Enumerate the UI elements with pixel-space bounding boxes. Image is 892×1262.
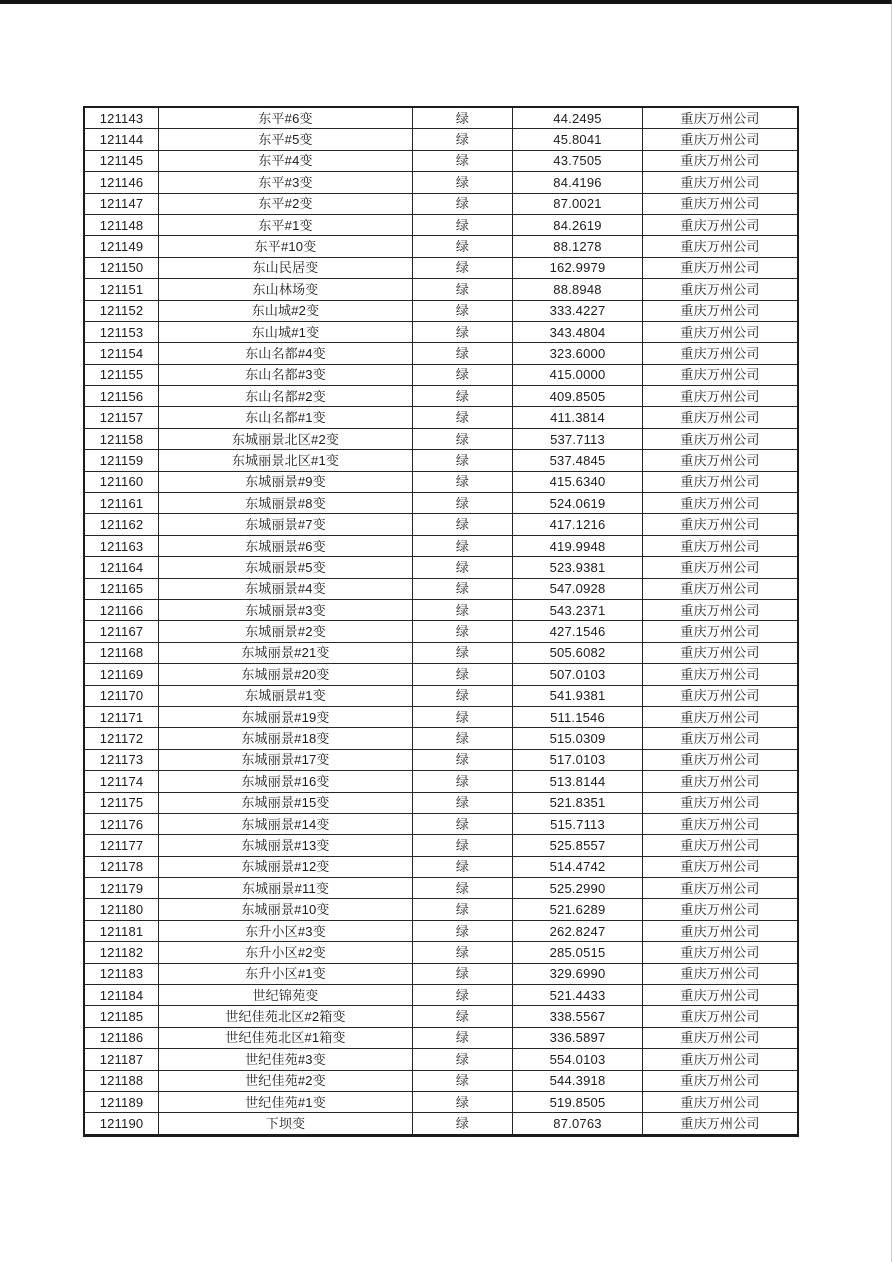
cell-id: 121179 bbox=[99, 880, 144, 896]
cell-value: 513.8144 bbox=[512, 771, 642, 791]
cell-status: 绿 bbox=[412, 194, 512, 214]
table-row bbox=[85, 599, 797, 620]
cell-name: 东山民居变 bbox=[158, 258, 412, 278]
cell-value: 415.0000 bbox=[512, 365, 642, 385]
cell-name: 东山名都#1变 bbox=[158, 407, 412, 427]
cell-company: 重庆万州公司 bbox=[642, 600, 797, 620]
cell-company: 重庆万州公司 bbox=[642, 172, 797, 192]
table-row bbox=[85, 941, 797, 962]
cell-value: 505.6082 bbox=[512, 643, 642, 663]
table-row bbox=[85, 770, 797, 791]
cell-id: 121168 bbox=[99, 645, 144, 661]
cell-company: 重庆万州公司 bbox=[642, 194, 797, 214]
cell-value: 519.8505 bbox=[512, 1092, 642, 1112]
table-row bbox=[85, 214, 797, 235]
cell-id: 121181 bbox=[99, 923, 144, 939]
table-row bbox=[85, 856, 797, 877]
table-row bbox=[85, 556, 797, 577]
cell-name: 东升小区#3变 bbox=[158, 921, 412, 941]
cell-value: 87.0021 bbox=[512, 194, 642, 214]
table-row bbox=[85, 535, 797, 556]
cell-name: 下坝变 bbox=[158, 1113, 412, 1133]
cell-value: 521.4433 bbox=[512, 985, 642, 1005]
cell-id: 121182 bbox=[99, 944, 144, 960]
cell-company: 重庆万州公司 bbox=[642, 514, 797, 534]
cell-name: 东平#10变 bbox=[158, 236, 412, 256]
cell-id: 121148 bbox=[99, 217, 144, 233]
cell-value: 521.6289 bbox=[512, 899, 642, 919]
cell-status: 绿 bbox=[412, 450, 512, 470]
cell-status: 绿 bbox=[412, 1006, 512, 1026]
cell-value: 537.4845 bbox=[512, 450, 642, 470]
cell-value: 514.4742 bbox=[512, 857, 642, 877]
cell-name: 东城丽景#16变 bbox=[158, 771, 412, 791]
cell-name: 东城丽景#2变 bbox=[158, 621, 412, 641]
cell-id: 121154 bbox=[99, 345, 144, 361]
cell-value: 323.6000 bbox=[512, 343, 642, 363]
table-row bbox=[85, 385, 797, 406]
cell-id: 121171 bbox=[99, 709, 144, 725]
cell-id: 121184 bbox=[99, 987, 144, 1003]
cell-status: 绿 bbox=[412, 365, 512, 385]
table-row bbox=[85, 898, 797, 919]
cell-name: 东平#5变 bbox=[158, 129, 412, 149]
table-row bbox=[85, 877, 797, 898]
cell-status: 绿 bbox=[412, 557, 512, 577]
table-row bbox=[85, 1048, 797, 1069]
cell-value: 523.9381 bbox=[512, 557, 642, 577]
cell-id: 121188 bbox=[99, 1073, 144, 1089]
cell-name: 东山名都#4变 bbox=[158, 343, 412, 363]
table-row bbox=[85, 642, 797, 663]
table-row bbox=[85, 706, 797, 727]
cell-status: 绿 bbox=[412, 621, 512, 641]
table-row bbox=[85, 1027, 797, 1048]
cell-status: 绿 bbox=[412, 728, 512, 748]
cell-name: 东平#3变 bbox=[158, 172, 412, 192]
cell-company: 重庆万州公司 bbox=[642, 664, 797, 684]
table-row bbox=[85, 321, 797, 342]
cell-status: 绿 bbox=[412, 172, 512, 192]
cell-name: 东山名都#2变 bbox=[158, 386, 412, 406]
table-row bbox=[85, 685, 797, 706]
cell-name: 世纪锦苑变 bbox=[158, 985, 412, 1005]
cell-value: 411.3814 bbox=[512, 407, 642, 427]
cell-status: 绿 bbox=[412, 750, 512, 770]
cell-value: 525.8557 bbox=[512, 835, 642, 855]
cell-name: 世纪佳苑#3变 bbox=[158, 1049, 412, 1069]
cell-status: 绿 bbox=[412, 1049, 512, 1069]
cell-name: 东山城#2变 bbox=[158, 301, 412, 321]
table-row bbox=[85, 406, 797, 427]
cell-name: 东城丽景#1变 bbox=[158, 686, 412, 706]
cell-id: 121162 bbox=[99, 517, 144, 533]
cell-value: 44.2495 bbox=[512, 108, 642, 128]
cell-value: 511.1546 bbox=[512, 707, 642, 727]
cell-value: 537.7113 bbox=[512, 429, 642, 449]
cell-value: 427.1546 bbox=[512, 621, 642, 641]
cell-status: 绿 bbox=[412, 407, 512, 427]
cell-status: 绿 bbox=[412, 942, 512, 962]
cell-company: 重庆万州公司 bbox=[642, 493, 797, 513]
cell-value: 84.4196 bbox=[512, 172, 642, 192]
cell-status: 绿 bbox=[412, 536, 512, 556]
cell-status: 绿 bbox=[412, 1028, 512, 1048]
cell-name: 东城丽景#12变 bbox=[158, 857, 412, 877]
table-row bbox=[85, 1070, 797, 1091]
cell-company: 重庆万州公司 bbox=[642, 1071, 797, 1091]
cell-status: 绿 bbox=[412, 215, 512, 235]
cell-company: 重庆万州公司 bbox=[642, 343, 797, 363]
cell-value: 333.4227 bbox=[512, 301, 642, 321]
cell-name: 东城丽景#17变 bbox=[158, 750, 412, 770]
cell-id: 121173 bbox=[99, 752, 144, 768]
cell-id: 121180 bbox=[99, 902, 144, 918]
cell-id: 121183 bbox=[99, 966, 144, 982]
cell-value: 417.1216 bbox=[512, 514, 642, 534]
cell-status: 绿 bbox=[412, 386, 512, 406]
cell-id: 121170 bbox=[99, 688, 144, 704]
table-row bbox=[85, 108, 797, 128]
cell-id: 121176 bbox=[99, 816, 144, 832]
cell-id: 121174 bbox=[99, 773, 144, 789]
cell-id: 121186 bbox=[99, 1030, 144, 1046]
table-row bbox=[85, 513, 797, 534]
cell-value: 285.0515 bbox=[512, 942, 642, 962]
cell-value: 507.0103 bbox=[512, 664, 642, 684]
cell-value: 521.8351 bbox=[512, 793, 642, 813]
cell-company: 重庆万州公司 bbox=[642, 301, 797, 321]
cell-name: 东城丽景#14变 bbox=[158, 814, 412, 834]
cell-company: 重庆万州公司 bbox=[642, 814, 797, 834]
cell-company: 重庆万州公司 bbox=[642, 579, 797, 599]
table-row bbox=[85, 963, 797, 984]
cell-company: 重庆万州公司 bbox=[642, 835, 797, 855]
cell-value: 162.9979 bbox=[512, 258, 642, 278]
cell-name: 东山城#1变 bbox=[158, 322, 412, 342]
cell-status: 绿 bbox=[412, 814, 512, 834]
cell-name: 东城丽景#11变 bbox=[158, 878, 412, 898]
cell-status: 绿 bbox=[412, 579, 512, 599]
cell-id: 121167 bbox=[99, 624, 144, 640]
table-row bbox=[85, 449, 797, 470]
cell-company: 重庆万州公司 bbox=[642, 322, 797, 342]
cell-status: 绿 bbox=[412, 643, 512, 663]
cell-status: 绿 bbox=[412, 1092, 512, 1112]
table-row bbox=[85, 235, 797, 256]
cell-company: 重庆万州公司 bbox=[642, 985, 797, 1005]
cell-id: 121143 bbox=[99, 110, 144, 126]
cell-status: 绿 bbox=[412, 322, 512, 342]
cell-status: 绿 bbox=[412, 857, 512, 877]
cell-name: 东城丽景#4变 bbox=[158, 579, 412, 599]
table-row bbox=[85, 364, 797, 385]
cell-company: 重庆万州公司 bbox=[642, 728, 797, 748]
cell-value: 88.8948 bbox=[512, 279, 642, 299]
cell-id: 121187 bbox=[99, 1051, 144, 1067]
cell-value: 541.9381 bbox=[512, 686, 642, 706]
cell-status: 绿 bbox=[412, 835, 512, 855]
cell-name: 东城丽景#6变 bbox=[158, 536, 412, 556]
cell-id: 121185 bbox=[99, 1009, 144, 1025]
cell-status: 绿 bbox=[412, 514, 512, 534]
table-row bbox=[85, 492, 797, 513]
cell-value: 415.6340 bbox=[512, 472, 642, 492]
cell-value: 543.2371 bbox=[512, 600, 642, 620]
cell-company: 重庆万州公司 bbox=[642, 857, 797, 877]
cell-status: 绿 bbox=[412, 493, 512, 513]
cell-status: 绿 bbox=[412, 279, 512, 299]
cell-id: 121150 bbox=[99, 260, 144, 276]
cell-name: 东城丽景#9变 bbox=[158, 472, 412, 492]
cell-value: 45.8041 bbox=[512, 129, 642, 149]
cell-company: 重庆万州公司 bbox=[642, 129, 797, 149]
cell-id: 121153 bbox=[99, 324, 144, 340]
cell-id: 121163 bbox=[99, 538, 144, 554]
cell-value: 419.9948 bbox=[512, 536, 642, 556]
cell-company: 重庆万州公司 bbox=[642, 1113, 797, 1133]
cell-company: 重庆万州公司 bbox=[642, 771, 797, 791]
cell-id: 121155 bbox=[99, 367, 144, 383]
table-row bbox=[85, 471, 797, 492]
table-row bbox=[85, 150, 797, 171]
cell-company: 重庆万州公司 bbox=[642, 942, 797, 962]
cell-company: 重庆万州公司 bbox=[642, 964, 797, 984]
cell-status: 绿 bbox=[412, 258, 512, 278]
cell-company: 重庆万州公司 bbox=[642, 472, 797, 492]
table-row bbox=[85, 300, 797, 321]
cell-company: 重庆万州公司 bbox=[642, 386, 797, 406]
cell-value: 262.8247 bbox=[512, 921, 642, 941]
cell-value: 84.2619 bbox=[512, 215, 642, 235]
cell-name: 东城丽景#15变 bbox=[158, 793, 412, 813]
cell-name: 世纪佳苑北区#1箱变 bbox=[158, 1028, 412, 1048]
cell-company: 重庆万州公司 bbox=[642, 258, 797, 278]
cell-name: 东城丽景#18变 bbox=[158, 728, 412, 748]
cell-status: 绿 bbox=[412, 664, 512, 684]
cell-name: 东城丽景#3变 bbox=[158, 600, 412, 620]
cell-value: 544.3918 bbox=[512, 1071, 642, 1091]
cell-value: 547.0928 bbox=[512, 579, 642, 599]
cell-value: 525.2990 bbox=[512, 878, 642, 898]
cell-name: 东山林场变 bbox=[158, 279, 412, 299]
cell-name: 东城丽景北区#2变 bbox=[158, 429, 412, 449]
table-row bbox=[85, 342, 797, 363]
cell-status: 绿 bbox=[412, 343, 512, 363]
cell-name: 东山名都#3变 bbox=[158, 365, 412, 385]
cell-name: 世纪佳苑北区#2箱变 bbox=[158, 1006, 412, 1026]
cell-company: 重庆万州公司 bbox=[642, 236, 797, 256]
cell-company: 重庆万州公司 bbox=[642, 750, 797, 770]
table-row bbox=[85, 920, 797, 941]
cell-company: 重庆万州公司 bbox=[642, 899, 797, 919]
cell-company: 重庆万州公司 bbox=[642, 557, 797, 577]
cell-company: 重庆万州公司 bbox=[642, 429, 797, 449]
cell-value: 87.0763 bbox=[512, 1113, 642, 1133]
cell-name: 东城丽景#21变 bbox=[158, 643, 412, 663]
cell-value: 329.6990 bbox=[512, 964, 642, 984]
table-row bbox=[85, 171, 797, 192]
cell-status: 绿 bbox=[412, 600, 512, 620]
cell-status: 绿 bbox=[412, 429, 512, 449]
table-row bbox=[85, 984, 797, 1005]
table-row bbox=[85, 792, 797, 813]
table-row bbox=[85, 278, 797, 299]
cell-id: 121165 bbox=[99, 581, 144, 597]
cell-value: 43.7505 bbox=[512, 151, 642, 171]
cell-company: 重庆万州公司 bbox=[642, 643, 797, 663]
page-top-edge-bar bbox=[0, 0, 892, 4]
table-row bbox=[85, 1005, 797, 1026]
table-row bbox=[85, 620, 797, 641]
cell-id: 121175 bbox=[99, 795, 144, 811]
cell-name: 世纪佳苑#1变 bbox=[158, 1092, 412, 1112]
cell-company: 重庆万州公司 bbox=[642, 686, 797, 706]
table-row bbox=[85, 257, 797, 278]
cell-id: 121146 bbox=[99, 174, 144, 190]
cell-name: 东城丽景#7变 bbox=[158, 514, 412, 534]
data-table bbox=[83, 106, 799, 1137]
cell-name: 东城丽景#10变 bbox=[158, 899, 412, 919]
cell-status: 绿 bbox=[412, 236, 512, 256]
cell-name: 东城丽景#8变 bbox=[158, 493, 412, 513]
cell-status: 绿 bbox=[412, 108, 512, 128]
cell-id: 121152 bbox=[99, 303, 144, 319]
cell-name: 东升小区#1变 bbox=[158, 964, 412, 984]
cell-name: 东城丽景北区#1变 bbox=[158, 450, 412, 470]
cell-status: 绿 bbox=[412, 985, 512, 1005]
cell-value: 409.8505 bbox=[512, 386, 642, 406]
cell-value: 554.0103 bbox=[512, 1049, 642, 1069]
cell-id: 121178 bbox=[99, 859, 144, 875]
cell-id: 121169 bbox=[99, 666, 144, 682]
cell-status: 绿 bbox=[412, 921, 512, 941]
cell-company: 重庆万州公司 bbox=[642, 921, 797, 941]
cell-status: 绿 bbox=[412, 301, 512, 321]
cell-value: 517.0103 bbox=[512, 750, 642, 770]
cell-id: 121147 bbox=[99, 196, 144, 212]
cell-value: 343.4804 bbox=[512, 322, 642, 342]
cell-id: 121158 bbox=[99, 431, 144, 447]
cell-status: 绿 bbox=[412, 1071, 512, 1091]
cell-value: 524.0619 bbox=[512, 493, 642, 513]
cell-value: 515.7113 bbox=[512, 814, 642, 834]
cell-company: 重庆万州公司 bbox=[642, 1028, 797, 1048]
cell-name: 东平#6变 bbox=[158, 108, 412, 128]
cell-name: 东城丽景#5变 bbox=[158, 557, 412, 577]
cell-company: 重庆万州公司 bbox=[642, 1006, 797, 1026]
cell-id: 121190 bbox=[99, 1116, 144, 1132]
cell-company: 重庆万州公司 bbox=[642, 108, 797, 128]
table-row bbox=[85, 1112, 797, 1133]
table-row bbox=[85, 749, 797, 770]
cell-name: 东城丽景#20变 bbox=[158, 664, 412, 684]
cell-name: 东升小区#2变 bbox=[158, 942, 412, 962]
cell-id: 121149 bbox=[99, 239, 144, 255]
cell-status: 绿 bbox=[412, 878, 512, 898]
cell-value: 338.5567 bbox=[512, 1006, 642, 1026]
cell-company: 重庆万州公司 bbox=[642, 1049, 797, 1069]
cell-status: 绿 bbox=[412, 964, 512, 984]
cell-company: 重庆万州公司 bbox=[642, 1092, 797, 1112]
cell-status: 绿 bbox=[412, 793, 512, 813]
cell-company: 重庆万州公司 bbox=[642, 707, 797, 727]
cell-name: 东城丽景#19变 bbox=[158, 707, 412, 727]
cell-company: 重庆万州公司 bbox=[642, 878, 797, 898]
cell-company: 重庆万州公司 bbox=[642, 151, 797, 171]
cell-id: 121161 bbox=[99, 495, 144, 511]
cell-company: 重庆万州公司 bbox=[642, 279, 797, 299]
cell-id: 121164 bbox=[99, 559, 144, 575]
cell-value: 88.1278 bbox=[512, 236, 642, 256]
table-row bbox=[85, 813, 797, 834]
cell-value: 515.0309 bbox=[512, 728, 642, 748]
cell-company: 重庆万州公司 bbox=[642, 215, 797, 235]
cell-value: 336.5897 bbox=[512, 1028, 642, 1048]
cell-status: 绿 bbox=[412, 707, 512, 727]
cell-company: 重庆万州公司 bbox=[642, 450, 797, 470]
cell-id: 121151 bbox=[99, 281, 144, 297]
table-row bbox=[85, 1091, 797, 1112]
cell-status: 绿 bbox=[412, 472, 512, 492]
table-row bbox=[85, 193, 797, 214]
cell-id: 121159 bbox=[99, 452, 144, 468]
cell-id: 121157 bbox=[99, 410, 144, 426]
cell-company: 重庆万州公司 bbox=[642, 407, 797, 427]
table-row bbox=[85, 663, 797, 684]
cell-id: 121160 bbox=[99, 474, 144, 490]
cell-company: 重庆万州公司 bbox=[642, 365, 797, 385]
cell-name: 东平#4变 bbox=[158, 151, 412, 171]
table-row bbox=[85, 834, 797, 855]
cell-status: 绿 bbox=[412, 1113, 512, 1133]
cell-name: 东城丽景#13变 bbox=[158, 835, 412, 855]
cell-company: 重庆万州公司 bbox=[642, 536, 797, 556]
table-row bbox=[85, 128, 797, 149]
cell-company: 重庆万州公司 bbox=[642, 793, 797, 813]
cell-status: 绿 bbox=[412, 771, 512, 791]
table-row bbox=[85, 727, 797, 748]
cell-id: 121189 bbox=[99, 1094, 144, 1110]
cell-status: 绿 bbox=[412, 151, 512, 171]
cell-id: 121144 bbox=[99, 132, 144, 148]
cell-status: 绿 bbox=[412, 686, 512, 706]
cell-name: 东平#2变 bbox=[158, 194, 412, 214]
cell-name: 世纪佳苑#2变 bbox=[158, 1071, 412, 1091]
table-row bbox=[85, 428, 797, 449]
cell-status: 绿 bbox=[412, 899, 512, 919]
cell-name: 东平#1变 bbox=[158, 215, 412, 235]
cell-id: 121177 bbox=[99, 837, 144, 853]
cell-status: 绿 bbox=[412, 129, 512, 149]
cell-id: 121145 bbox=[99, 153, 144, 169]
cell-id: 121166 bbox=[99, 602, 144, 618]
table-row bbox=[85, 578, 797, 599]
cell-company: 重庆万州公司 bbox=[642, 621, 797, 641]
cell-id: 121172 bbox=[99, 731, 144, 747]
cell-id: 121156 bbox=[99, 388, 144, 404]
